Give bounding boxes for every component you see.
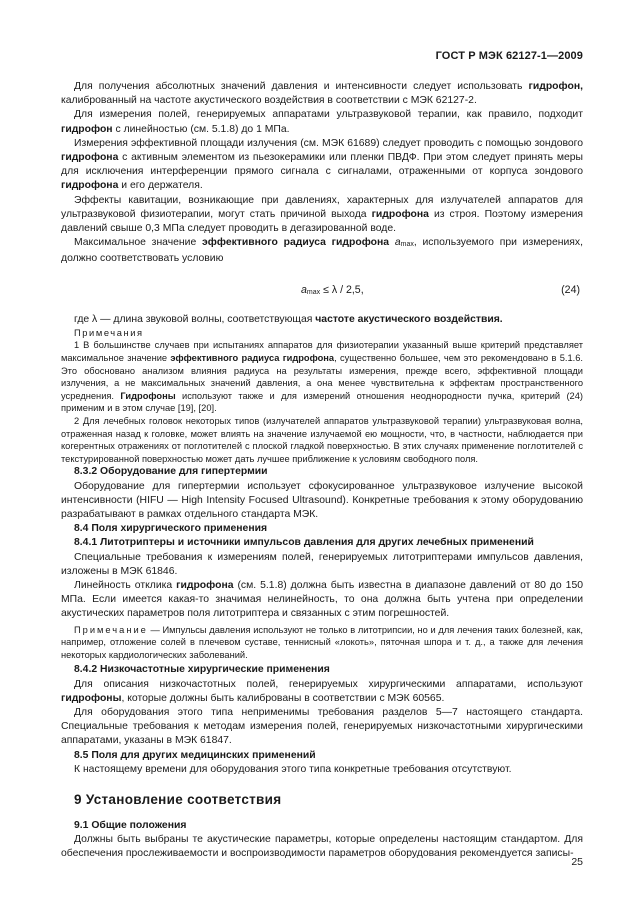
note-1: 1 В большинстве случаев при испытаниях аппаратов для физиотерапии указанный выше критерий представляет максимальное значение эффективного радиуса гидрофона, существенно большее, чем это рекомендовано в 5.1.6. Это обосновано анализом влияния радиуса на результаты измерения, прежде всего, эффективной площади излучения, а не максимальных значений давления, а она менее чувствительна к эффектам пространственного усреднения. Гидрофоны используют также и для измерений отношения неоднородности пучка, критерий (24) применим и в этом случае [19], [20].: [61, 340, 583, 414]
chapter-heading-9: 9 Установление соответствия: [74, 792, 282, 808]
page-body: [61, 80, 583, 862]
formula-explanation: где λ — длина звуковой волны, соответствующая частоте акустического воздействия.: [74, 313, 503, 325]
document-page: [61, 0, 583, 913]
notes-heading: Примечания: [74, 327, 144, 338]
paragraph: Измерения эффективной площади излучения (см. МЭК 61689) следует проводить с помощью зондового гидрофона с активным элементом из пьезокерамики или пленки ПВДФ. При этом следует принять меры для исключения интерференции прямого сигнала с сигналами, отраженными от корпуса зондового гидрофона и его держателя.: [61, 137, 583, 192]
paragraph: Для описания низкочастотных полей, генерируемых хирургическими аппаратами, используют гидрофоны, которые должны быть калиброваны в соответствии с МЭК 60565.: [61, 678, 583, 704]
paragraph: Оборудование для гипертермии использует сфокусированное ультразвуковое излучение высокой интенсивности (HIFU — High Intensity Focused Ultrasound). Конкретные требования к этому оборудованию разрабатывают в рамках отдельного стандарта МЭК.: [61, 480, 583, 520]
formula-24: [61, 283, 583, 309]
paragraph: Максимальное значение эффективного радиуса гидрофона amax, используемого при измерениях, должно соответствовать условию: [61, 237, 583, 265]
paragraph: Для измерения полей, генерируемых аппаратами ультразвуковой терапии, как правило, подходит гидрофон с линейностью (см. 5.1.8) до 1 МПа.: [61, 109, 583, 135]
note-2: 2 Для лечебных головок некоторых типов (излучателей аппаратов ультразвуковой терапии) ультразвуковая волна, отраженная назад к головке, может влиять на значение излучаемой ею мощности, что, в частности, наблюдается при когерентных отражениях от поглотителей с плоской гладкой поверхностью. В этих случаях применение поглотителей с текстурированной поверхностью может дать лучшее приближение к условиям свободного поля.: [61, 416, 583, 464]
note-3: Примечание — Импульсы давления используют не только в литотрипсии, но и для лечения таких болезней, как, например, отложение солей в плечевом суставе, теннисный «локоть», пяточная шпора и т. д., а также для лечения некоторых кардиологических заболеваний.: [61, 624, 583, 660]
section-heading-9-1: 9.1 Общие положения: [74, 820, 187, 832]
running-header: ГОСТ Р МЭК 62127-1—2009: [435, 50, 583, 62]
section-heading-8-4-2: 8.4.2 Низкочастотные хирургические применения: [74, 664, 330, 676]
paragraph: Линейность отклика гидрофона (см. 5.1.8) должна быть известна в диапазоне давлений от 80 до 150 МПа. Если имеется какая-то значимая нелинейность, то она должна быть учтена при определении акустических параметров поля литотриптера и связанных с этим погрешностей.: [61, 580, 583, 620]
section-heading-8-4: 8.4 Поля хирургического применения: [74, 523, 268, 535]
paragraph: Должны быть выбраны те акустические параметры, которые определены настоящим стандартом. Для обеспечения прослеживаемости и воспроизводимости параметров оборудования рекомендуется записы-: [61, 834, 583, 860]
section-heading-8-4-1: 8.4.1 Литотриптеры и источники импульсов давления для других лечебных применений: [74, 537, 534, 549]
section-heading-8-3-2: 8.3.2 Оборудование для гипертермии: [74, 466, 268, 478]
paragraph: Специальные требования к измерениям полей, генерируемых литотриптерами импульсов давления, изложены в МЭК 61846.: [61, 551, 583, 577]
paragraph: Эффекты кавитации, возникающие при давлениях, характерных для излучателей аппаратов для ультразвуковой физиотерапии, могут стать причиной выхода гидрофона из строя. Поэтому измерения давлений свыше 0,3 МПа следует проводить в дегазированной воде.: [61, 194, 583, 235]
page-number: 25: [571, 856, 583, 868]
formula-number: (24): [561, 283, 580, 296]
section-heading-8-5: 8.5 Поля для других медицинских применений: [74, 749, 316, 761]
formula-expression: amax ≤ λ / 2,5,: [301, 283, 364, 296]
paragraph: Для оборудования этого типа неприменимы требования разделов 5—7 настоящего стандарта. Специальные требования к методам измерения полей, генерируемых низкочастотными хирургическими аппаратами, указаны в МЭК 61847.: [61, 707, 583, 747]
paragraph: Для получения абсолютных значений давления и интенсивности следует использовать гидрофон, калиброванный на частоте акустического воздействия в соответствии с МЭК 62127-2.: [61, 81, 583, 107]
paragraph: К настоящему времени для оборудования этого типа конкретные требования отсутствуют.: [74, 763, 512, 775]
